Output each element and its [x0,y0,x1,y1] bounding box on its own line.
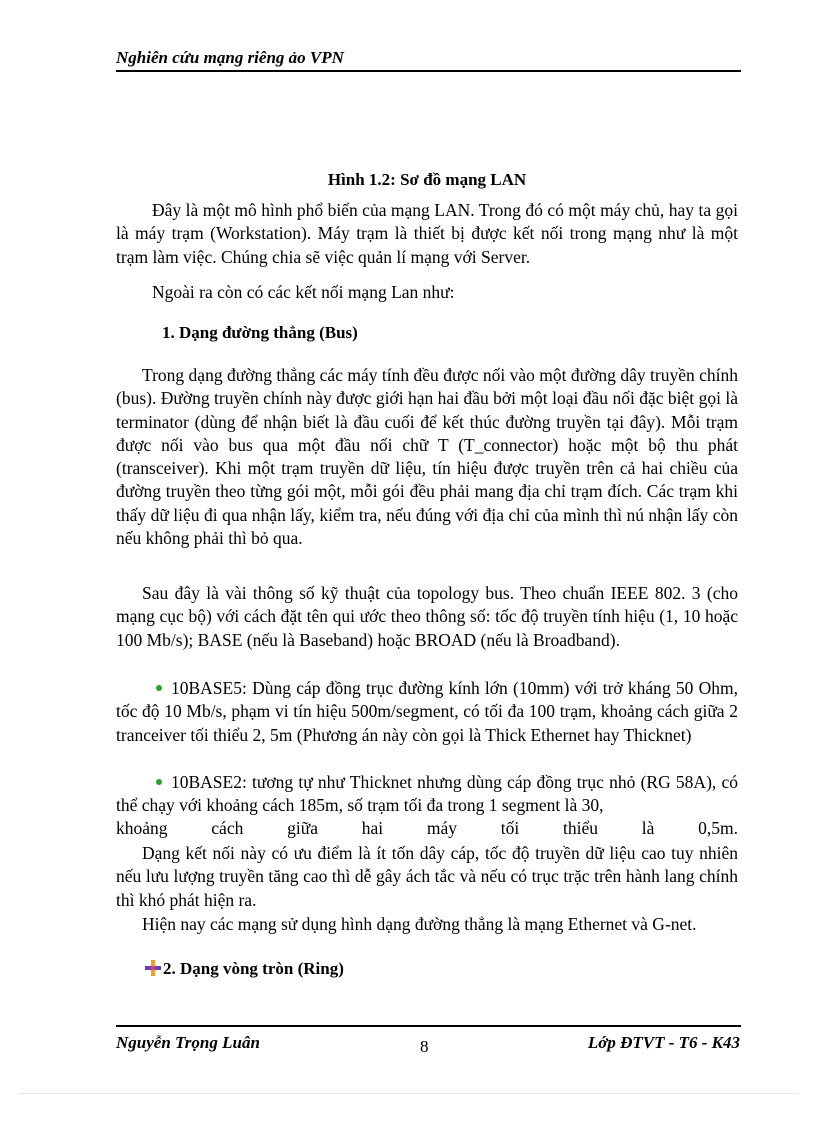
bullet-10base2-end: khoảng cách giữa hai máy tối thiểu là 0,5m. [116,818,738,838]
footer-rule [116,1025,741,1027]
page-bottom-divider [20,1093,796,1094]
bus-description-paragraph: Trong dạng đường thẳng các máy tính đều được nối vào một đường dây truyền chính (bus). Đường truyền chính này được giới hạn hai đầu bởi một loại đầu nối đặc biệt gọi là terminator (dùng để nhận biết là đầu cuối để kết thúc đường truyền tại đây). Mỗi trạm được nối vào bus qua một đầu nối chữ T (T_connector) hoặc một bộ thu phát (transceiver). Khi một trạm truyền dữ liệu, tín hiệu được truyền trên cả hai chiều của đường truyền theo từng gói một, mỗi gói đều phải mang địa chỉ trạm đích. Các trạm khi thấy dữ liệu đi qua nhận lấy, kiểm tra, nếu đúng với địa chỉ của mình thì nú nhận lấy còn nếu không phải thì bỏ qua. [116,365,738,549]
star-bullet-icon [144,959,162,977]
bullet-10base2-text: 10BASE2: tương tự như Thicknet nhưng dùng cáp đồng trục nhỏ (RG 58A), có thể chạy với khoảng cách 185m, số trạm tối đa trong 1 segment là 30, [116,772,738,816]
footer-author: Nguyễn Trọng Luân [116,1033,260,1052]
intro-paragraph: Đây là một mô hình phổ biến của mạng LAN. Trong đó có một máy chủ, hay ta gọi là máy trạm (Workstation). Máy trạm là thiết bị được kết nối trong mạng như là một trạm làm việc. Chúng chia sẽ việc quản lí mạng với Server. [116,200,738,267]
footer-class: Lớp ĐTVT - T6 - K43 [587,1033,740,1052]
specs-paragraph: Sau đây là vài thông số kỹ thuật của topology bus. Theo chuẩn IEEE 802. 3 (cho mạng cục bộ) với cách đặt tên qui ước theo thông số: tốc độ truyền tính hiệu (1, 10 hoặc 100 Mb/s); BASE (nếu là Baseband) hoặc BROAD (nếu là Broadband). [116,583,738,650]
page-number: 8 [420,1037,429,1056]
bullet-dot-icon [156,685,162,691]
bullet-10base5-text: 10BASE5: Dùng cáp đồng trục đường kính lớn (10mm) với trở kháng 50 Ohm, tốc độ 10 Mb/s, phạm vi tín hiệu 500m/segment, có tối đa 100 trạm, khoảng cách giữa 2 tranceiver tối thiểu 2, 5m (Phương án này còn gọi là Thick Ethernet hay Thicknet) [116,678,738,745]
bullet-10base2 [116,771,738,818]
advantages-paragraph: Dạng kết nối này có ưu điểm là ít tốn dây cáp, tốc độ truyền dữ liệu cao tuy nhiên nếu lưu lượng truyền tăng cao thì dễ gây ách tắc và nếu có trục trặc trên hành lang chính thì khó phát hiện ra. [116,843,738,910]
header-title: Nghiên cứu mạng riêng ảo VPN [116,48,344,67]
heading-bus: 1. Dạng đường thẳng (Bus) [162,323,358,342]
bullet-10base5 [116,677,738,747]
others-paragraph: Ngoài ra còn có các kết nối mạng Lan như: [152,282,455,302]
bullet-dot-icon [156,779,162,785]
heading-ring-wrap [144,959,344,979]
figure-caption: Hình 1.2: Sơ đồ mạng LAN [327,170,527,189]
header-rule [116,70,741,72]
current-paragraph: Hiện nay các mạng sử dụng hình dạng đường thẳng là mạng Ethernet và G-net. [142,914,697,934]
heading-ring: 2. Dạng vòng tròn (Ring) [163,959,344,978]
